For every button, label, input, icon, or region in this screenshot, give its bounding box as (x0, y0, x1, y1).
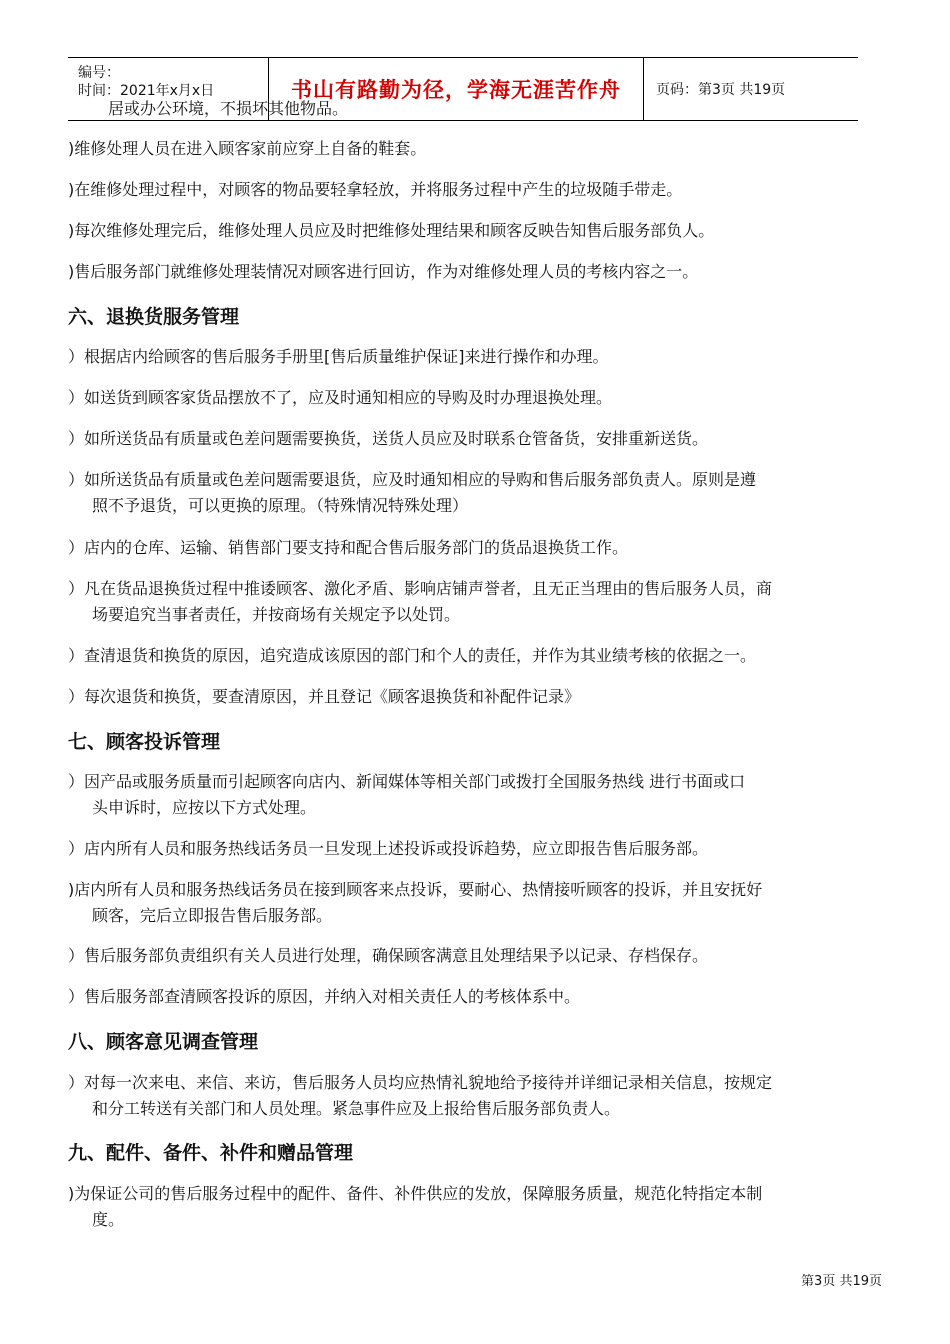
list-item: ）店内所有人员和服务热线话务员一旦发现上述投诉或投诉趋势，应立即报告售后服务部。 (68, 839, 709, 858)
list-item: )维修处理人员在进入顾客家前应穿上自备的鞋套。 (68, 139, 427, 158)
list-item (68, 576, 884, 628)
list-item-line: )为保证公司的售后服务过程中的配件、备件、补件供应的发放，保障服务质量，规范化特指定本制 (68, 1184, 763, 1203)
time-label: 时间：2021年x月x日 (78, 83, 215, 99)
list-item-line: ）因产品或服务质量而引起顾客向店内、新闻媒体等相关部门或拨打全国服务热线 进行书面或口 (68, 772, 746, 791)
list-item: ）每次退货和换货，要查清原因，并且登记《顾客退换货和补配件记录》 (68, 687, 581, 706)
list-item-continuation: 顾客，完后立即报告售后服务部。 (92, 906, 333, 925)
number-label: 编号： (78, 65, 120, 81)
list-item: ）如送货到顾客家货品摆放不了，应及时通知相应的导购及时办理退换处理。 (68, 388, 613, 407)
list-item-continuation: 度。 (92, 1210, 125, 1229)
list-item (68, 1070, 884, 1122)
section-heading: 八、顾客意见调查管理 (68, 1031, 259, 1053)
page-footer: 第3页 共19页 (801, 1274, 882, 1289)
list-item: ）如所送货品有质量或色差问题需要换货，送货人员应及时联系仓管备货，安排重新送货。 (68, 429, 709, 448)
list-item: )每次维修处理完后，维修处理人员应及时把维修处理结果和顾客反映告知售后服务部负人。 (68, 221, 715, 240)
list-item-line: ）对每一次来电、来信、来访，售后服务人员均应热情礼貌地给予接待并详细记录相关信息，按规定 (68, 1073, 773, 1092)
list-item (68, 877, 884, 929)
list-item-line: ）如所送货品有质量或色差问题需要退货，应及时通知相应的导购和售后服务部负责人。原则是遵 (68, 470, 757, 489)
list-item-continuation: 和分工转送有关部门和人员处理。紧急事件应及上报给售后服务部负责人。 (92, 1099, 621, 1118)
list-item-continuation: 照不予退货，可以更换的原理。（特殊情况特殊处理） (92, 496, 469, 515)
list-item (68, 769, 884, 821)
list-item (68, 1181, 884, 1233)
list-item: ）售后服务部负责组织有关人员进行处理，确保顾客满意且处理结果予以记录、存档保存。 (68, 946, 709, 965)
list-item-line: ）凡在货品退换货过程中推诿顾客、激化矛盾、影响店铺声誉者，且无正当理由的售后服务人员，商 (68, 579, 773, 598)
list-item: ）售后服务部查清顾客投诉的原因，并纳入对相关责任人的考核体系中。 (68, 987, 581, 1006)
carryover-text: 居或办公环境，不损坏其他物品。 (108, 99, 349, 118)
list-item-continuation: 头申诉时，应按以下方式处理。 (92, 798, 317, 817)
section-heading: 七、顾客投诉管理 (68, 731, 221, 753)
header-motto: 书山有路勤为径，学海无涯苦作舟 (291, 78, 621, 102)
list-item: ）根据店内给顾客的售后服务手册里[售后质量维护保证]来进行操作和办理。 (68, 347, 609, 366)
header-page-label: 页码：第3页 共19页 (656, 82, 786, 98)
list-item: )在维修处理过程中，对顾客的物品要轻拿轻放，并将服务过程中产生的垃圾随手带走。 (68, 180, 683, 199)
header-page-cell (644, 58, 858, 120)
list-item: )售后服务部门就维修处理装情况对顾客进行回访，作为对维修处理人员的考核内容之一。 (68, 262, 699, 281)
list-item-continuation: 场要追究当事者责任，并按商场有关规定予以处罚。 (92, 605, 461, 624)
list-item: ）店内的仓库、运输、销售部门要支持和配合售后服务部门的货品退换货工作。 (68, 538, 629, 557)
section-heading: 六、退换货服务管理 (68, 306, 240, 328)
list-item: ）查清退货和换货的原因，追究造成该原因的部门和个人的责任，并作为其业绩考核的依据之一。 (68, 646, 757, 665)
list-item-line: )店内所有人员和服务热线话务员在接到顾客来点投诉，要耐心、热情接听顾客的投诉，并且安抚好 (68, 880, 763, 899)
list-item (68, 467, 884, 519)
section-heading: 九、配件、备件、补件和赠品管理 (68, 1142, 354, 1164)
